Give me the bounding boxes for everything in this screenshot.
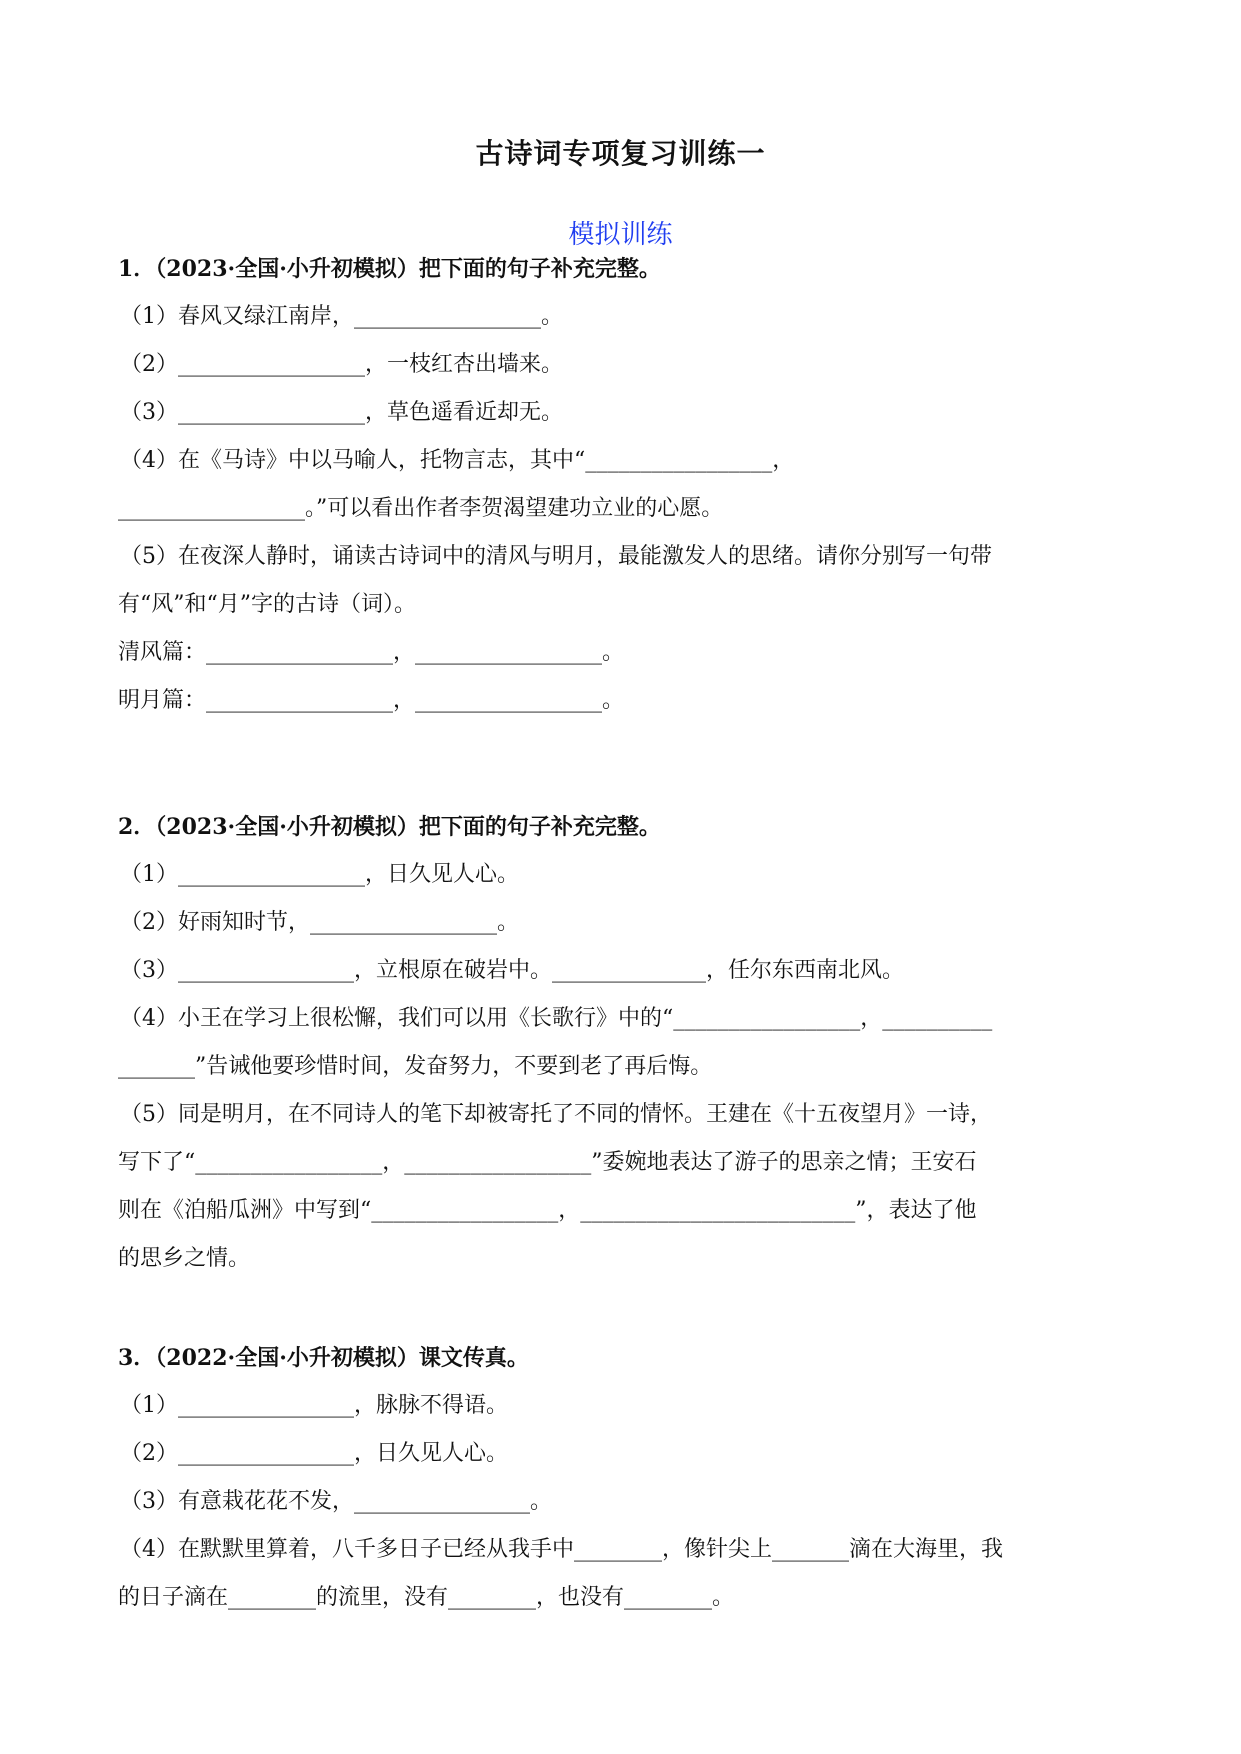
question-1-line: _________________。”可以看出作者李贺渴望建功立业的心愿。 [118, 496, 724, 521]
question-3-line: （3）有意栽花花不发，________________。 [120, 1489, 552, 1514]
question-3-line: （2）________________，日久见人心。 [120, 1441, 508, 1466]
question-1 [118, 245, 1126, 725]
question-1-line: （4）在《马诗》中以马喻人，托物言志，其中“_________________， [120, 448, 795, 473]
question-1-line: 清风篇：_________________，_________________。 [118, 640, 625, 665]
question-2-line: 写下了“_________________，_________________”委婉地表达了游子的思亲之情；王安石 [118, 1150, 977, 1175]
question-2-line: _______”告诫他要珍惜时间，发奋努力，不要到老了再后悔。 [118, 1054, 713, 1079]
question-1-line: （2）_________________，一枝红杏出墙来。 [120, 352, 563, 377]
question-3-line: （1）________________，脉脉不得语。 [120, 1393, 508, 1418]
question-1-line: 明月篇：_________________，_________________。 [118, 688, 625, 713]
question-2-line: 则在《泊船瓜洲》中写到“_________________，_________________________”，表达了他 [118, 1198, 977, 1223]
question-3 [118, 1334, 1126, 1622]
question-2-line: （2）好雨知时节，_________________。 [120, 910, 519, 935]
question-1-line: （1）春风又绿江南岸，_________________。 [120, 304, 563, 329]
question-2-line: 的思乡之情。 [118, 1246, 251, 1271]
question-1-heading: 1．（2023·全国·小升初模拟）把下面的句子补充完整。 [118, 256, 661, 282]
question-1-line: 有“风”和“月”字的古诗（词）。 [118, 592, 416, 617]
question-3-line: 的日子滴在________的流里，没有________，也没有________。 [118, 1585, 735, 1610]
question-2-line: （5）同是明月，在不同诗人的笔下却被寄托了不同的情怀。王建在《十五夜望月》一诗， [120, 1102, 993, 1127]
question-2-heading: 2．（2023·全国·小升初模拟）把下面的句子补充完整。 [118, 814, 661, 840]
question-2-line: （1）_________________，日久见人心。 [120, 862, 519, 887]
question-2-line: （3）________________，立根原在破岩中。______________，任尔东西南北风。 [120, 958, 904, 983]
question-2 [118, 803, 1126, 1283]
section-subtitle: 模拟训练 [568, 220, 673, 250]
question-2-line: （4）小王在学习上很松懈，我们可以用《长歌行》中的“_________________，__________ [120, 1006, 993, 1031]
question-3-heading: 3．（2022·全国·小升初模拟）课文传真。 [118, 1345, 529, 1371]
question-3-line: （4）在默默里算着，八千多日子已经从我手中________，像针尖上_______滴在大海里，我 [120, 1537, 1003, 1562]
page-title: 古诗词专项复习训练一 [475, 137, 766, 170]
question-1-line: （5）在夜深人静时，诵读古诗词中的清风与明月，最能激发人的思绪。请你分别写一句带 [120, 544, 993, 569]
question-1-line: （3）_________________，草色遥看近却无。 [120, 400, 563, 425]
